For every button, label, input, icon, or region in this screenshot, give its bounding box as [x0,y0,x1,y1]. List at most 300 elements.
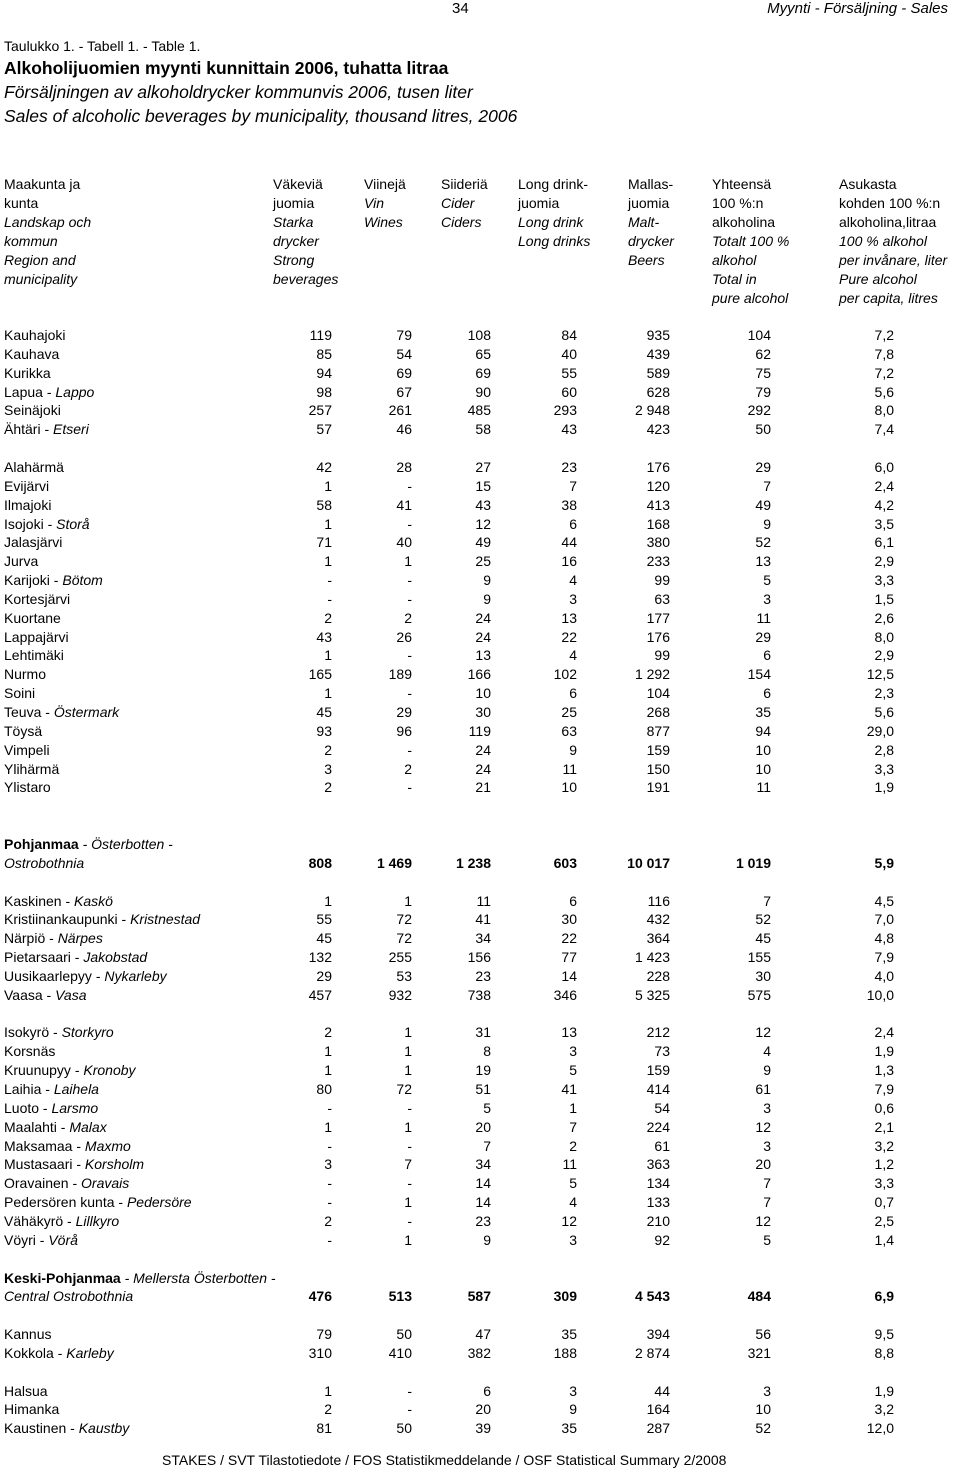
municipality-name [4,760,59,779]
municipality-name [4,835,173,854]
column-header-line: alkoholina [712,214,776,230]
municipality-name [4,967,167,986]
municipality-name [4,741,50,760]
table-row [0,948,960,967]
cell-value: 12,0 [866,1420,894,1437]
cell-value: 6,0 [874,458,894,475]
cell-value: 1 [404,1043,412,1060]
cell-value: 5 325 [634,986,670,1003]
cell-value: 43 [475,496,491,513]
cell-value: 7 [569,1118,577,1135]
cell-value: 9 [569,741,577,758]
cell-value: 90 [475,383,491,400]
name-alternate: Pedersöre [126,1194,192,1211]
cell-value: 292 [747,402,771,419]
column-header-line: juomia [518,195,560,211]
cell-value: 108 [467,327,491,343]
municipality-name [4,1231,78,1250]
cell-value: 72 [396,930,412,947]
column-header-line: 100 % alkohol [839,233,927,249]
cell-value: 4 [763,1043,771,1060]
cell-value: 485 [467,402,491,419]
cell-value: 1 [324,477,332,494]
cell-value: 5 [763,1231,771,1248]
municipality-name [4,722,42,741]
cell-value: 7,9 [874,949,894,966]
column-header-line: Vin [364,195,384,211]
table-row [0,571,960,590]
column-header-line: alkohol [712,252,757,268]
municipality-name [4,1118,107,1137]
cell-value: 72 [396,1081,412,1097]
municipality-name [4,383,94,402]
column-header-7 [839,175,947,308]
name-primary: Töysä [4,722,43,739]
column-header-3 [441,175,488,232]
column-header-line: drycker [273,233,319,249]
cell-value: 9 [763,515,771,532]
table-row [0,910,960,929]
table-row [0,345,960,364]
cell-value: 3 [763,590,771,607]
name-primary: Lehtimäki [4,647,64,664]
cell-value: 94 [316,364,332,381]
cell-value: 935 [646,327,670,343]
table-row [0,1419,960,1438]
cell-value: 75 [755,364,771,381]
cell-value: 12 [755,1024,771,1041]
table-row [0,1042,960,1061]
municipality-name [4,609,61,628]
page-number: 34 [452,0,469,17]
table-row [0,665,960,684]
table-row [0,420,960,439]
cell-value: 30 [755,967,771,984]
cell-value: 8,8 [874,1344,894,1361]
cell-value: 168 [646,515,670,532]
cell-value: 49 [755,496,771,513]
cell-value: 321 [747,1344,771,1361]
cell-value: 102 [553,666,577,683]
name-primary: Vaasa - [4,986,56,1003]
municipality-name [4,477,49,496]
table-row [0,496,960,515]
table-row [0,741,960,760]
cell-value: 0,6 [874,1099,894,1116]
table-row [0,1231,960,1250]
cell-value: 3 [569,1231,577,1248]
cell-value: 99 [654,647,670,664]
municipality-name [4,929,103,948]
cell-value: 738 [467,986,491,1003]
column-header-line: Long drinks [518,233,591,249]
name-primary: Kuortane [4,609,61,626]
cell-value: 3,2 [874,1401,894,1418]
cell-value: 94 [755,722,771,739]
cell-value: 2 874 [634,1344,670,1361]
municipality-name [4,496,51,515]
cell-value: 24 [475,760,491,777]
cell-value: 72 [396,911,412,928]
table-row [0,628,960,647]
municipality-name [4,1287,133,1306]
cell-value: 11 [562,760,577,777]
cell-value: 132 [308,949,332,966]
cell-value: 7 [763,477,771,494]
cell-value: - [407,515,412,532]
cell-value: 1,4 [874,1231,894,1248]
cell-value: 6 [569,515,577,532]
name-primary: Nurmo [4,666,47,683]
name-primary: Jurva [4,553,39,570]
column-header-line: kohden 100 %:n [839,195,941,211]
name-alternate: Lappo [55,383,95,400]
cell-value: 28 [396,458,412,475]
column-header-line: Starka [273,214,314,230]
cell-value: 177 [646,609,670,626]
cell-value: 80 [316,1081,332,1097]
name-primary: Kristiinankaupunki - [4,911,131,928]
cell-value: 67 [396,383,412,400]
cell-value: 104 [747,327,771,343]
cell-value: 104 [646,685,670,702]
municipality-name [4,854,84,873]
cell-value: 27 [475,458,491,475]
cell-value: 363 [646,1156,670,1173]
cell-value: 38 [561,496,577,513]
cell-value: 2,4 [874,1024,894,1041]
cell-value: 380 [646,534,670,551]
column-header-line: kunta [4,195,39,211]
cell-value: 134 [646,1175,670,1192]
cell-value: - [327,1175,332,1192]
cell-value: 310 [308,1344,332,1361]
municipality-name [4,646,64,665]
cell-value: 61 [654,1137,670,1154]
table-row [0,1382,960,1401]
cell-value: 2 948 [634,402,670,419]
cell-value: - [407,1212,412,1229]
cell-value: 5 [569,1175,577,1192]
cell-value: 20 [475,1118,491,1135]
cell-value: 9 [483,572,491,589]
cell-value: 52 [755,534,771,551]
cell-value: - [407,741,412,758]
name-primary: Mustasaari - [4,1156,85,1173]
cell-value: 1 423 [634,949,670,966]
cell-value: 24 [475,628,491,645]
cell-value: 224 [646,1118,670,1135]
cell-value: 3,3 [874,572,894,589]
cell-value: 1 [324,1043,332,1060]
name-alternate: Bötom [62,572,103,589]
table-row [0,401,960,420]
cell-value: 29 [755,458,771,475]
municipality-name [4,703,119,722]
cell-value: - [407,685,412,702]
name-primary: Kaustinen - [4,1420,79,1437]
cell-value: 12,5 [866,666,894,683]
column-header-line: beverages [273,271,339,287]
cell-value: 7,4 [874,421,894,438]
cell-value: 20 [755,1156,771,1173]
cell-value: 6,1 [874,534,894,551]
cell-value: 3 [569,1382,577,1399]
name-primary: Närpiö - [4,930,58,947]
municipality-name [4,515,90,534]
municipality-name [4,420,89,439]
cell-value: 79 [755,383,771,400]
municipality-name [4,364,51,383]
municipality-name [4,910,200,929]
cell-value: 587 [467,1288,491,1305]
name-primary: Soini [4,685,36,702]
column-header-line: alkoholina,litraa [839,214,937,230]
cell-value: - [327,1194,332,1211]
cell-value: 73 [654,1043,670,1060]
cell-value: 34 [475,930,491,947]
cell-value: 45 [316,930,332,947]
municipality-name [4,1419,129,1438]
name-primary: Maalahti - [4,1118,70,1135]
region-total-row [0,1287,960,1306]
cell-value: 6 [763,647,771,664]
column-header-line: Pure alcohol [839,271,917,287]
cell-value: 575 [747,986,771,1003]
column-header-line: juomia [628,195,670,211]
region-heading [0,835,960,854]
cell-value: 2 [324,609,332,626]
cell-value: 4,5 [874,892,894,909]
cell-value: 932 [388,986,412,1003]
municipality-name [4,1325,51,1344]
name-primary: Vähäkyrö - [4,1212,76,1229]
cell-value: 50 [396,1326,412,1343]
cell-value: 6 [763,685,771,702]
cell-value: 79 [396,327,412,343]
cell-value: 22 [561,930,577,947]
cell-value: 309 [553,1288,577,1305]
cell-value: 150 [646,760,670,777]
name-primary: Kruunupyy - [4,1062,84,1079]
cell-value: 1,9 [874,1043,894,1060]
cell-value: 268 [646,704,670,720]
cell-value: 1 [404,1024,412,1041]
cell-value: 3 [569,590,577,607]
cell-value: 12 [561,1212,577,1229]
name-primary: Kaskinen - [4,892,75,909]
cell-value: 69 [475,364,491,381]
cell-value: 410 [388,1344,412,1361]
cell-value: 65 [475,345,491,362]
name-primary: Halsua [4,1382,48,1399]
cell-value: 13 [475,647,491,664]
cell-value: 119 [309,327,332,343]
table-row [0,1137,960,1156]
cell-value: 52 [755,1420,771,1437]
name-alternate: Oravais [81,1175,130,1192]
municipality-name [4,1137,131,1156]
cell-value: 457 [308,986,332,1003]
cell-value: 41 [561,1081,577,1097]
cell-value: 1 469 [376,854,412,871]
cell-value: 45 [755,930,771,947]
cell-value: 42 [316,458,332,475]
name-alternate: Etseri [53,421,89,438]
name-alternate: Storkyro [61,1024,114,1041]
title-english: Sales of alcoholic beverages by municipality, thousand litres, 2006 [4,106,518,126]
cell-value: 2 [404,609,412,626]
column-header-line: drycker [628,233,674,249]
table-row [0,609,960,628]
cell-value: 2 [324,1212,332,1229]
cell-value: 1 [569,1099,577,1116]
column-header-1 [273,175,338,289]
region-total-row [0,854,960,873]
cell-value: 3,2 [874,1137,894,1154]
cell-value: 176 [646,458,670,475]
municipality-name [4,986,87,1005]
cell-value: 2,3 [874,685,894,702]
column-header-line: municipality [4,271,78,287]
column-header-line: per capita, litres [839,290,938,306]
name-primary: Jalasjärvi [4,534,63,551]
cell-value: - [407,779,412,796]
cell-value: 2,9 [874,553,894,570]
cell-value: 79 [316,1326,332,1343]
name-primary: Seinäjoki [4,402,61,419]
cell-value: 9 [483,1231,491,1248]
cell-value: 2,9 [874,647,894,664]
name-alternate: Kronoby [83,1062,136,1079]
cell-value: 46 [396,421,412,438]
cell-value: 261 [388,402,412,419]
municipality-name [4,1155,144,1174]
column-header-line: Yhteensä [712,176,772,192]
column-header-line: juomia [273,195,315,211]
cell-value: 30 [475,704,491,720]
cell-value: 7,9 [874,1081,894,1097]
column-header-2 [364,175,406,232]
cell-value: 5 [483,1099,491,1116]
cell-value: 10 [561,779,577,796]
name-primary: Uusikaarlepyy - [4,967,105,984]
cell-value: 55 [316,911,332,928]
cell-value: 10 [755,741,771,758]
table-row [0,552,960,571]
title-finnish: Alkoholijuomien myynti kunnittain 2006, tuhatta litraa [4,58,449,78]
cell-value: 14 [475,1175,491,1192]
cell-value: - [327,1231,332,1248]
name-alternate: Karleby [66,1344,114,1361]
name-alternate: Kaustby [78,1420,130,1437]
cell-value: 47 [475,1326,491,1343]
name-primary: Evijärvi [4,477,50,494]
cell-value: 84 [561,327,577,343]
cell-value: 4 [569,1194,577,1211]
name-primary: Lappajärvi [4,628,69,645]
cell-value: 40 [561,345,577,362]
cell-value: 40 [396,534,412,551]
name-primary: Pohjanmaa [4,835,79,852]
cell-value: 12 [755,1212,771,1229]
table-row [0,1155,960,1174]
table-row [0,1400,960,1419]
cell-value: 10 [475,685,491,702]
name-alternate: Kaskö [74,892,113,909]
name-primary: Ilmajoki [4,496,52,513]
name-primary: Oravainen - [4,1175,82,1192]
municipality-name [4,1193,192,1212]
cell-value: 287 [646,1420,670,1437]
municipality-name [4,458,64,477]
cell-value: 513 [388,1288,412,1305]
cell-value: 1 [404,1231,412,1248]
name-alternate: Ostrobothnia [4,854,85,871]
cell-value: 29 [755,628,771,645]
cell-value: 25 [561,704,577,720]
cell-value: 7,2 [874,364,894,381]
cell-value: 13 [561,1024,577,1041]
name-alternate: Laihela [53,1081,99,1097]
cell-value: 1 [404,1062,412,1079]
cell-value: 3 [324,1156,332,1173]
cell-value: 423 [646,421,670,438]
cell-value: 45 [316,704,332,720]
cell-value: 8,0 [874,402,894,419]
running-header: Myynti - Försäljning - Sales [767,0,948,17]
table-row [0,1061,960,1080]
column-header-line: per invånare, liter [839,252,948,268]
cell-value: - [407,1382,412,1399]
cell-value: 5,9 [874,854,894,871]
cell-value: 11 [476,892,491,909]
cell-value: 7 [763,1194,771,1211]
cell-value: 5 [569,1062,577,1079]
cell-value: 293 [553,402,577,419]
cell-value: 57 [316,421,332,438]
cell-value: 5,6 [874,704,894,720]
cell-value: 12 [755,1118,771,1135]
column-header-line: 100 %:n [712,195,764,211]
name-alternate: - Österbotten - [78,835,173,852]
column-header-line: Beers [628,252,665,268]
cell-value: - [407,572,412,589]
cell-value: - [407,1137,412,1154]
cell-value: 93 [316,722,332,739]
cell-value: 44 [561,534,577,551]
cell-value: 23 [561,458,577,475]
table-row [0,590,960,609]
cell-value: 55 [561,364,577,381]
municipality-name [4,552,38,571]
cell-value: 24 [475,609,491,626]
cell-value: 476 [308,1288,332,1305]
name-primary: Karijoki - [4,572,63,589]
cell-value: 4 543 [634,1288,670,1305]
cell-value: 54 [654,1099,670,1116]
cell-value: 58 [316,496,332,513]
cell-value: 21 [475,779,491,796]
table-row [0,1118,960,1137]
cell-value: 364 [646,930,670,947]
cell-value: 77 [561,949,577,966]
column-header-line: Landskap och [4,214,92,230]
column-header-line: Total in [712,271,757,287]
name-alternate: Maxmo [84,1137,131,1154]
table-row [0,684,960,703]
name-primary: Ylistaro [4,779,51,796]
